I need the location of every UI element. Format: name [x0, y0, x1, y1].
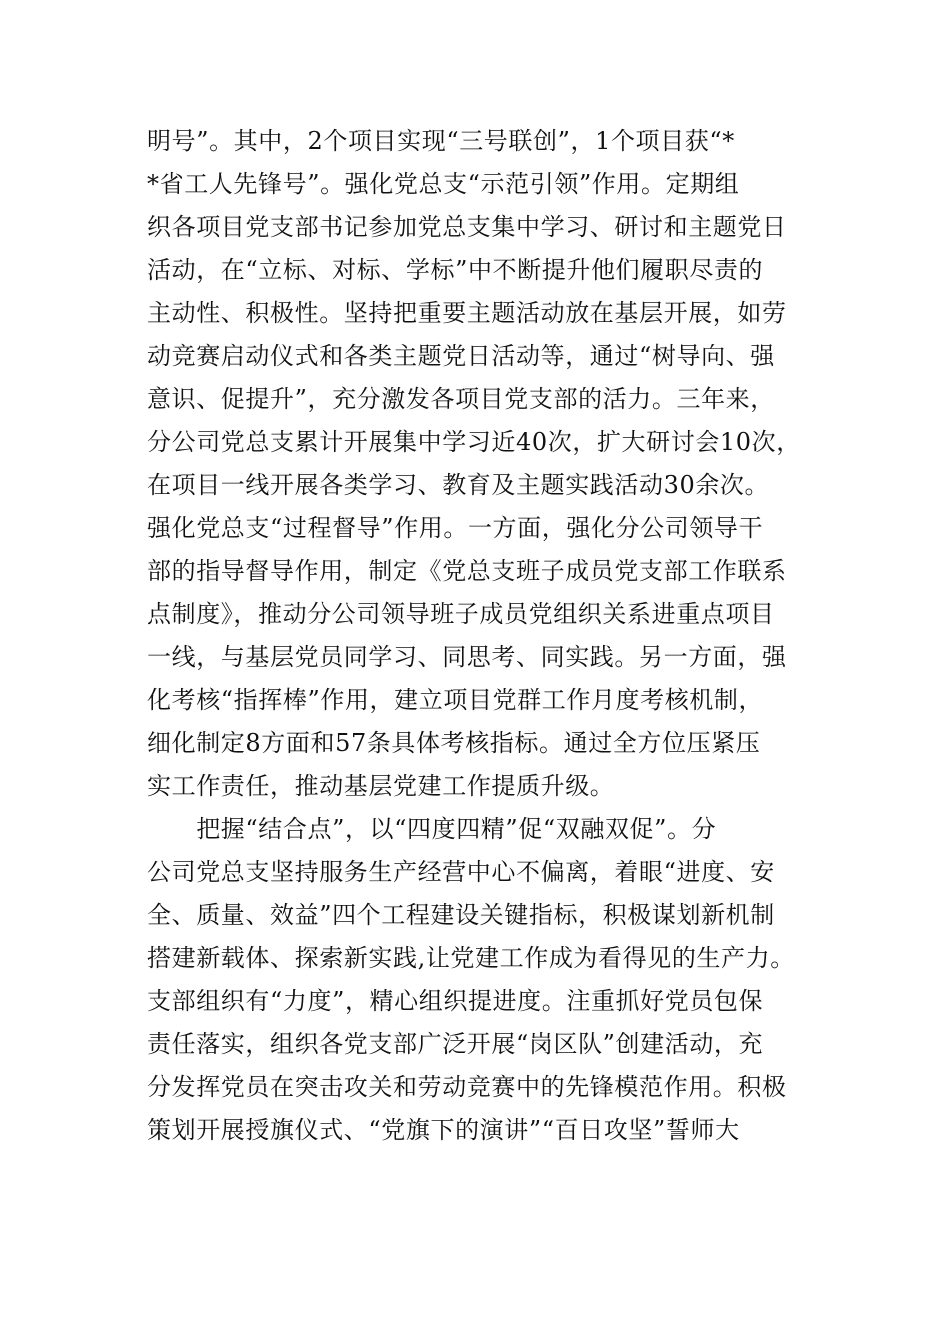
text-line: 把握“结合点”，以“四度四精”促“双融双促”。分 [147, 815, 717, 843]
text-line: 部的指导督导作用，制定《党总支班子成员党支部工作联系 [147, 557, 787, 585]
text-line: 搭建新载体、探索新实践,让党建工作成为看得见的生产力。 [147, 944, 795, 972]
text-line: 公司党总支坚持服务生产经营中心不偏离，着眼“进度、安 [147, 858, 775, 886]
text-line: 责任落实，组织各党支部广泛开展“岗区队”创建活动，充 [147, 1030, 764, 1058]
text-line: 全、质量、效益”四个工程建设关键指标，积极谋划新机制 [147, 901, 775, 929]
text-line: 分发挥党员在突击攻关和劳动竞赛中的先锋模范作用。积极 [147, 1073, 787, 1101]
text-line: 动竞赛启动仪式和各类主题党日活动等，通过“树导向、强 [147, 342, 775, 370]
text-line: 明号”。其中，2个项目实现“三号联创”，1个项目获“* [147, 127, 735, 155]
text-line: 点制度》，推动分公司领导班子成员党组织关系进重点项目 [147, 600, 775, 628]
text-line: 支部组织有“力度”，精心组织提进度。注重抓好党员包保 [147, 987, 764, 1015]
text-line: 意识、促提升”，充分激发各项目党支部的活力。三年来， [147, 385, 775, 413]
text-line: 化考核“指挥棒”作用，建立项目党群工作月度考核机制， [147, 686, 764, 714]
text-line: 策划开展授旗仪式、“党旗下的演讲”“百日攻坚”誓师大 [147, 1116, 740, 1144]
text-line: 主动性、积极性。坚持把重要主题活动放在基层开展，如劳 [147, 299, 787, 327]
text-line: 细化制定8方面和57条具体考核指标。通过全方位压紧压 [147, 729, 761, 757]
body-text [147, 120, 827, 1152]
text-line: 一线，与基层党员同学习、同思考、同实践。另一方面，强 [147, 643, 787, 671]
text-line: 分公司党总支累计开展集中学习近40次，扩大研讨会10次， [147, 428, 801, 456]
text-line: 强化党总支“过程督导”作用。一方面，强化分公司领导干 [147, 514, 764, 542]
text-line: *省工人先锋号”。强化党总支“示范引领”作用。定期组 [147, 170, 740, 198]
text-line: 实工作责任，推动基层党建工作提质升级。 [147, 772, 615, 800]
text-line: 活动，在“立标、对标、学标”中不断提升他们履职尽责的 [147, 256, 764, 284]
text-line: 织各项目党支部书记参加党总支集中学习、研讨和主题党日 [147, 213, 787, 241]
text-line: 在项目一线开展各类学习、教育及主题实践活动30余次。 [147, 471, 770, 499]
